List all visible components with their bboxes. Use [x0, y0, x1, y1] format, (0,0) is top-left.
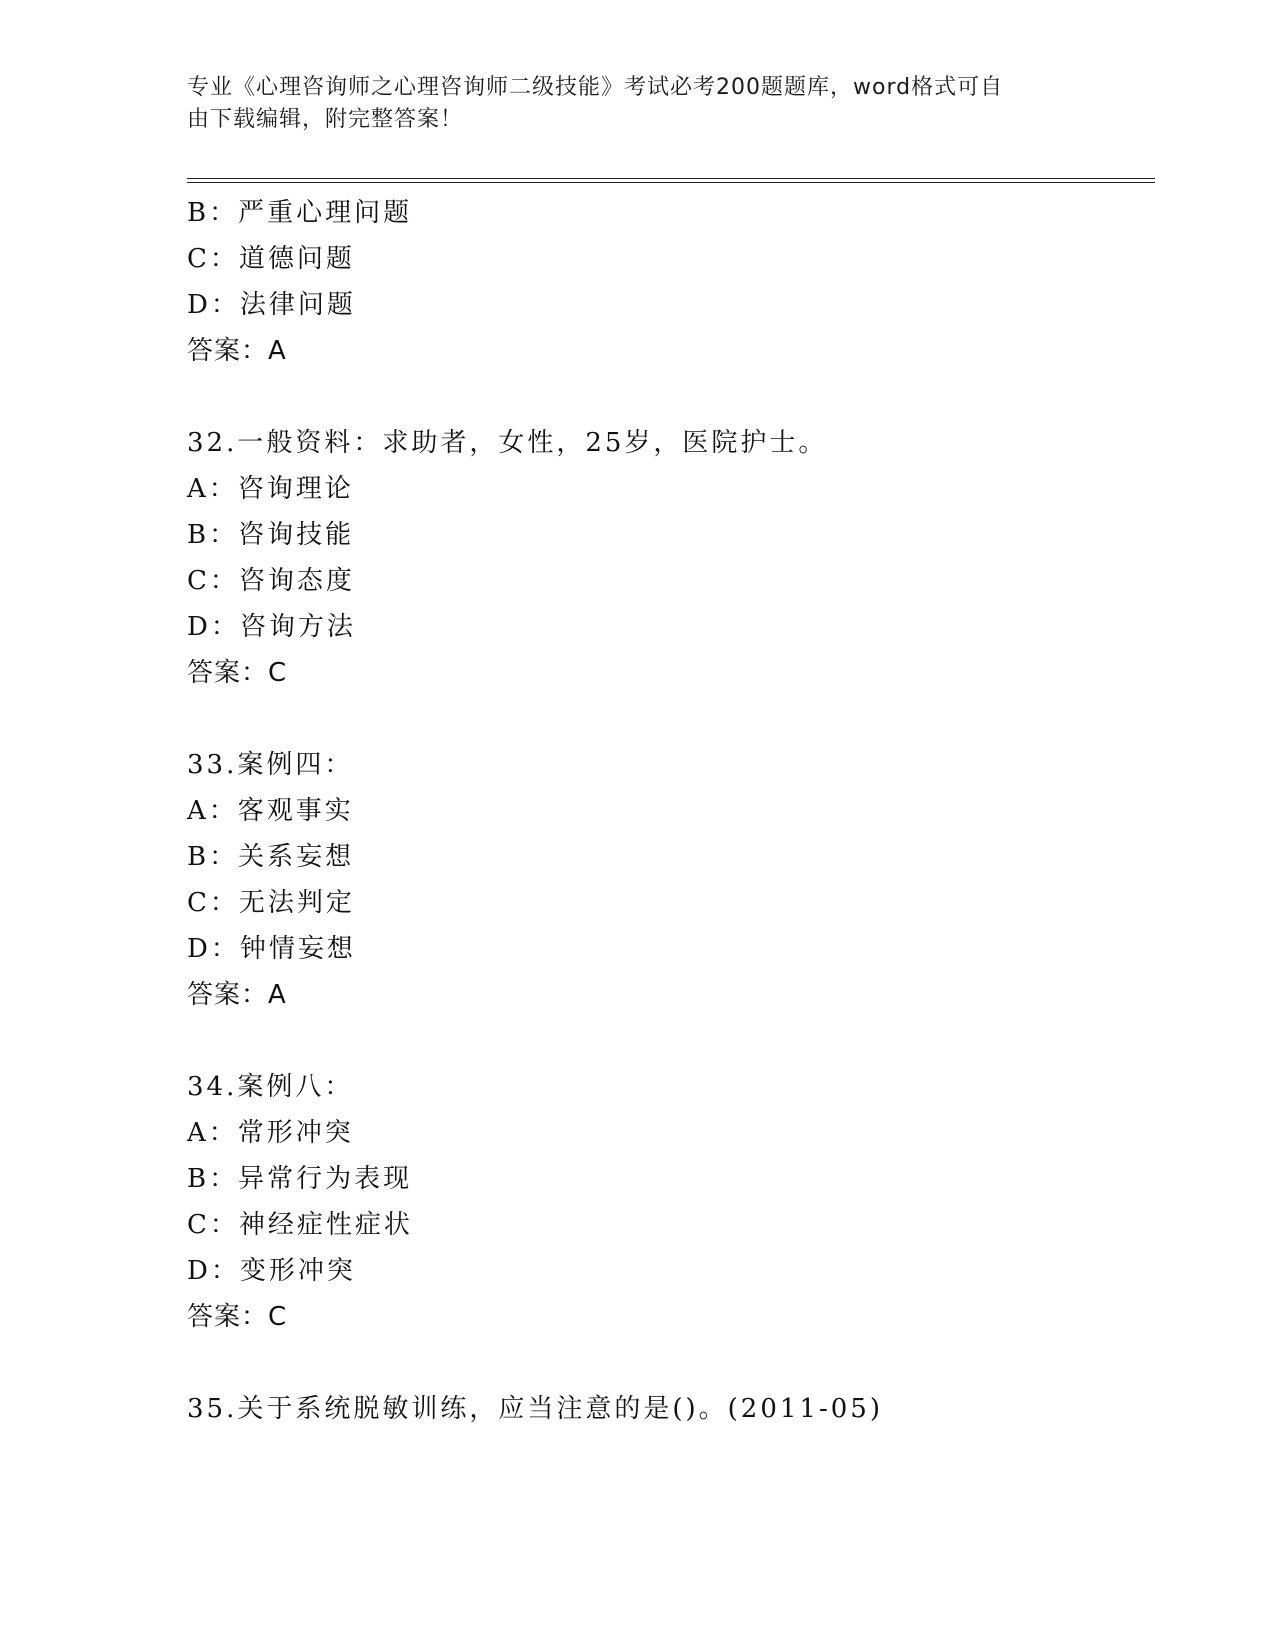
option-a: A：客观事实	[187, 796, 354, 826]
spacer	[187, 696, 1155, 742]
option-d: D：变形冲突	[187, 1256, 356, 1286]
option-b: B：严重心理问题	[187, 198, 413, 228]
option-c: C：神经症性症状	[187, 1210, 413, 1240]
option-c: C：无法判定	[187, 888, 355, 918]
answer-line: 答案：A	[187, 980, 287, 1010]
header-line-1: 专业《心理咨询师之心理咨询师二级技能》考试必考200题题库，word格式可自	[187, 75, 1004, 100]
answer-line: 答案：C	[187, 1302, 288, 1332]
option-b: B：异常行为表现	[187, 1164, 413, 1194]
option-c: C：道德问题	[187, 244, 355, 274]
question-list	[187, 190, 1155, 1432]
option-a: A：常形冲突	[187, 1118, 354, 1148]
question-35	[187, 1386, 1155, 1432]
answer-line: 答案：A	[187, 336, 287, 366]
option-b: B：关系妄想	[187, 842, 355, 872]
answer-line: 答案：C	[187, 658, 288, 688]
spacer	[187, 1340, 1155, 1386]
option-c: C：咨询态度	[187, 566, 355, 596]
question-34	[187, 1064, 1155, 1340]
option-b: B：咨询技能	[187, 520, 355, 550]
header-double-rule	[187, 178, 1155, 183]
question-32	[187, 420, 1155, 696]
option-d: D：钟情妄想	[187, 934, 356, 964]
question-stem: 33.案例四：	[187, 750, 354, 780]
question-33	[187, 742, 1155, 1018]
spacer	[187, 374, 1155, 420]
option-a: A：咨询理论	[187, 474, 354, 504]
option-d: D：法律问题	[187, 290, 356, 320]
header-line-2: 由下载编辑，附完整答案！	[187, 107, 464, 132]
question-31-continued	[187, 190, 1155, 374]
question-stem: 35.关于系统脱敏训练，应当注意的是()。(2011-05)	[187, 1394, 883, 1424]
spacer	[187, 1018, 1155, 1064]
question-stem: 32.一般资料：求助者，女性，25岁，医院护士。	[187, 428, 828, 458]
option-d: D：咨询方法	[187, 612, 356, 642]
question-stem: 34.案例八：	[187, 1072, 354, 1102]
document-header	[187, 72, 1087, 136]
